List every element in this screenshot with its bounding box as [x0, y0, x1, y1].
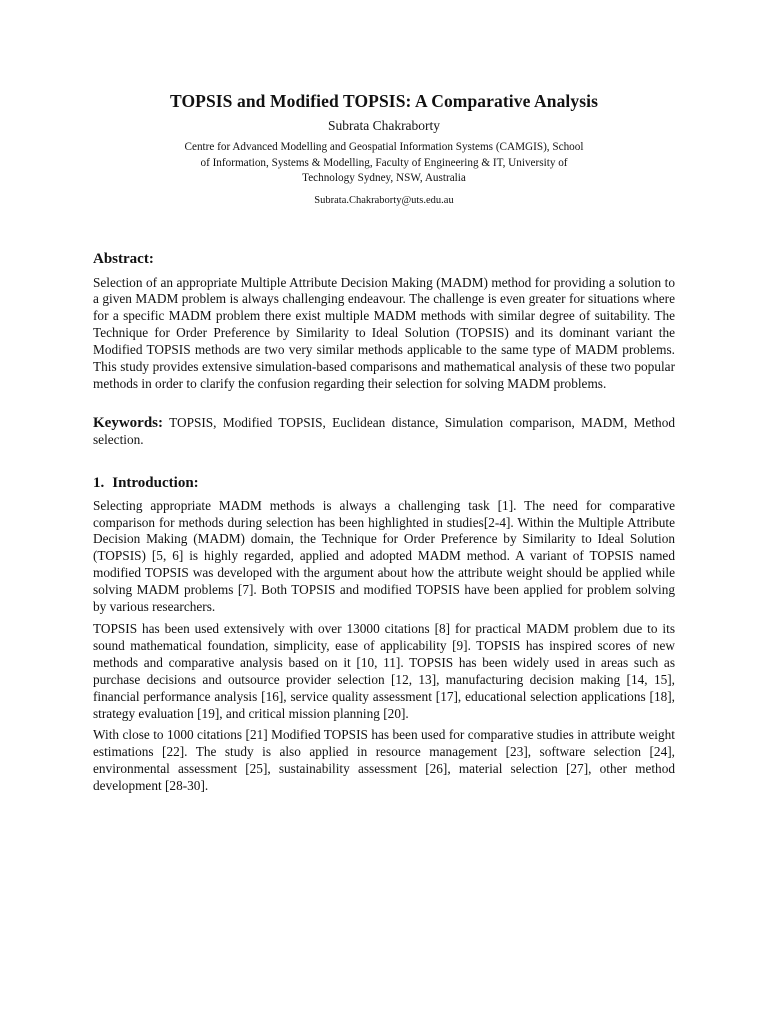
introduction-paragraph: Selecting appropriate MADM methods is always a challenging task [1]. The need for comparative comparison for methods during selection has been highlighted in studies[2-4]. Within the Multiple Attribute Decision Making (MADM) domain, the Technique for Order Preference by Similarity to Ideal Solution (TOPSIS) [5, 6] is highly regarded, applied and adopted MADM method. A variant of TOPSIS named modified TOPSIS was developed with the argument about how the attribute weight should be applied while solving MADM problems [7]. Both TOPSIS and modified TOPSIS have been applied for problem solving by various researchers.	[93, 497, 675, 615]
author-affiliation: Centre for Advanced Modelling and Geospatial Information Systems (CAMGIS), School of Information, Systems & Modelling, Faculty of Engineering & IT, University of Technology Sydney, NSW, Australia	[184, 141, 584, 184]
introduction-paragraph: TOPSIS has been used extensively with over 13000 citations [8] for practical MADM problem due to its sound mathematical foundation, simplicity, ease of applicability [9]. TOPSIS has inspired scores of new methods and comparative analysis based on it [10, 11]. TOPSIS has been widely used in areas such as purchase decisions and outsource provider selection [12, 13], manufacturing decision making [14, 15], financial performance analysis [16], service quality assessment [17], educational selection applications [18], strategy evaluation [19], and critical mission planning [20].	[93, 621, 675, 721]
introduction-heading	[93, 474, 675, 492]
author-email: Subrata.Chakraborty@uts.edu.au	[314, 194, 454, 206]
keywords-text: TOPSIS, Modified TOPSIS, Euclidean distance, Simulation comparison, MADM, Method selection.	[93, 414, 675, 447]
keywords-block	[93, 415, 675, 449]
introduction-paragraph: With close to 1000 citations [21] Modified TOPSIS has been used for comparative studies in attribute weight estimations [22]. The study is also applied in resource management [23], software selection [24], environmental assessment [25], sustainability assessment [26], material selection [27], other method development [28-30].	[93, 727, 675, 794]
keywords-label: Keywords:	[93, 414, 163, 431]
abstract-heading: Abstract:	[93, 250, 154, 267]
paper-title: TOPSIS and Modified TOPSIS: A Comparative Analysis	[169, 91, 599, 111]
author-name: Subrata Chakraborty	[327, 118, 441, 133]
section-number: 1.	[93, 474, 105, 491]
paper-page	[93, 90, 675, 795]
abstract-text: Selection of an appropriate Multiple Attribute Decision Making (MADM) method for providing a solution to a given MADM problem is always challenging endeavour. The challenge is even greater for situations where for a specific MADM problem there exist multiple MADM methods with similar degree of suitability. The Technique for Order Preference by Similarity to Ideal Solution (TOPSIS) and its dominant variant the Modified TOPSIS methods are two very similar methods applicable to the same type of MADM problems. This study provides extensive simulation-based comparisons and mathematical analysis of these two popular methods in order to clarify the confusion regarding their selection for solving MADM problems.	[93, 274, 675, 391]
section-title: Introduction:	[112, 474, 199, 491]
